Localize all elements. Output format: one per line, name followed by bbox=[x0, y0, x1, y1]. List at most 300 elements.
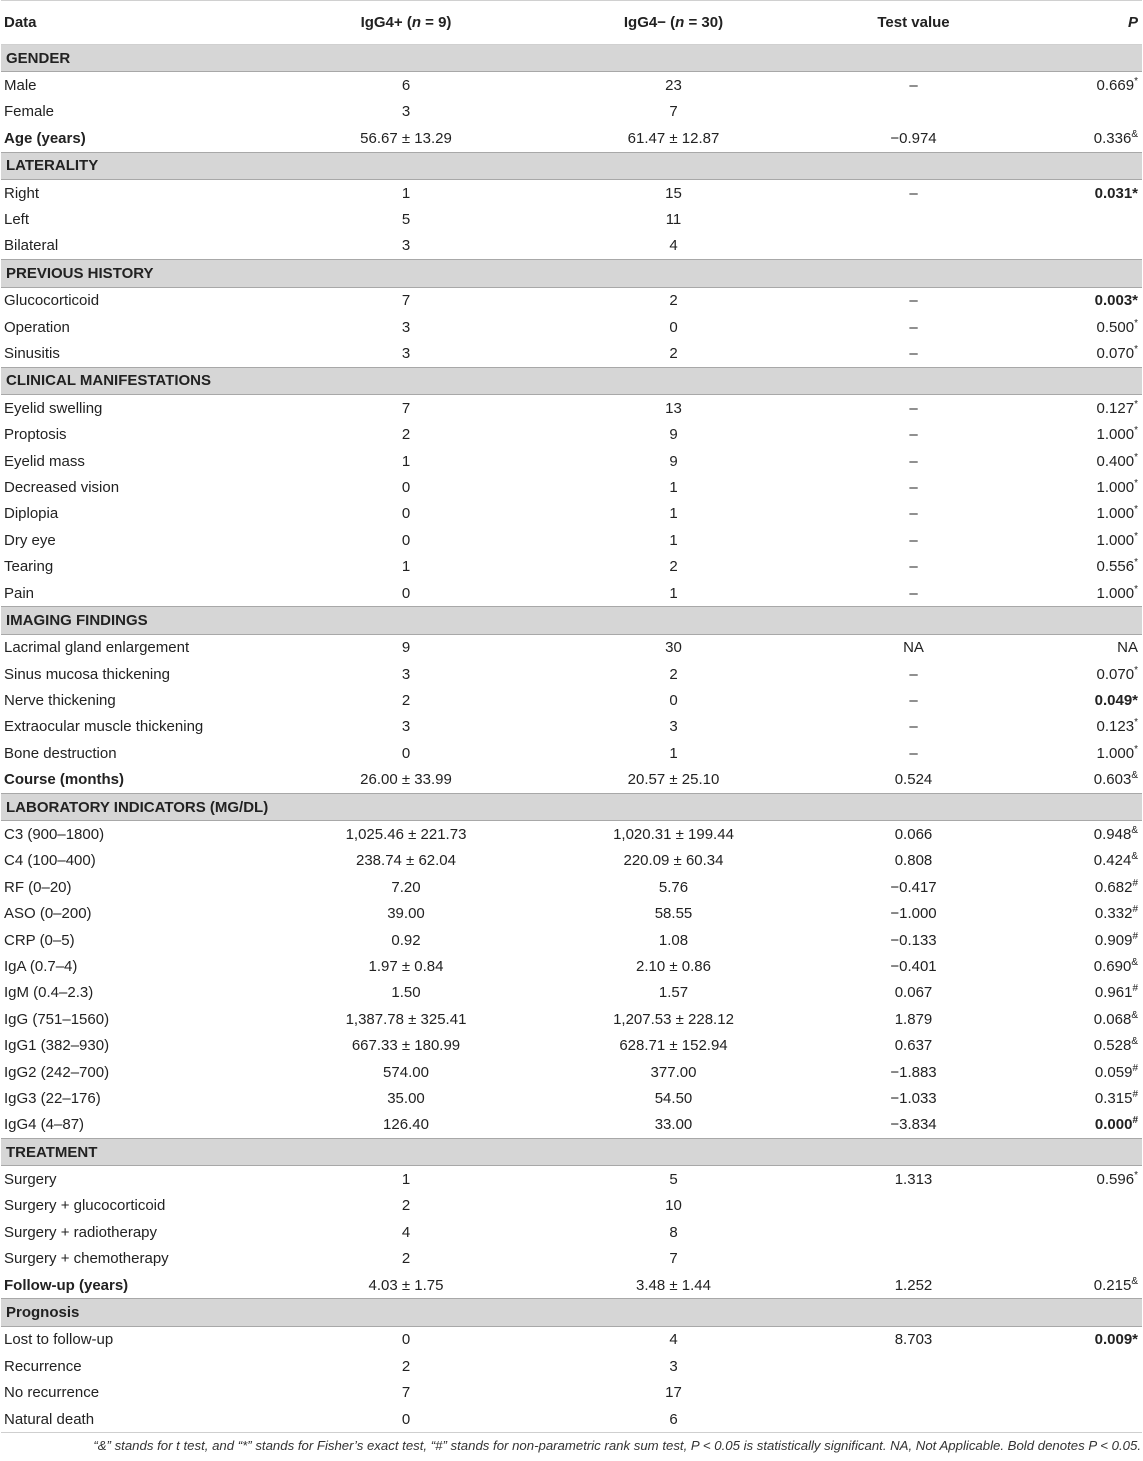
row-label: IgG (751–1560) bbox=[4, 1010, 110, 1028]
table-row bbox=[1, 206, 1142, 232]
table-row bbox=[1, 821, 1142, 848]
row-label: Eyelid swelling bbox=[4, 399, 103, 417]
p-value-cell bbox=[1021, 1272, 1142, 1299]
test-value: – bbox=[909, 505, 918, 523]
test-value: −3.834 bbox=[890, 1116, 937, 1134]
igg4-negative-value: 2 bbox=[669, 344, 678, 362]
table-row bbox=[1, 553, 1142, 579]
igg4-positive-value: 0 bbox=[401, 584, 411, 602]
test-value bbox=[806, 1193, 1021, 1219]
test-value bbox=[806, 206, 1021, 232]
table-row bbox=[1, 99, 1142, 125]
table-row bbox=[1, 980, 1142, 1006]
test-value: 0.067 bbox=[894, 984, 933, 1002]
p-value-test-marker: & bbox=[1131, 770, 1138, 782]
igg4-positive-value: 9 bbox=[401, 639, 411, 657]
igg4-negative-value: 3 bbox=[669, 1357, 678, 1375]
row-label: Surgery + glucocorticoid bbox=[4, 1197, 166, 1215]
igg4-negative-value: 2 bbox=[669, 292, 678, 310]
p-value-cell bbox=[1021, 634, 1142, 661]
p-value-test-marker: & bbox=[1131, 825, 1138, 837]
p-value-test-marker: & bbox=[1131, 128, 1138, 140]
igg4-negative-value: 4 bbox=[669, 237, 678, 255]
p-value-cell bbox=[1021, 661, 1142, 687]
igg4-negative-value: 10 bbox=[665, 1197, 682, 1215]
row-label: Recurrence bbox=[4, 1357, 82, 1375]
p-value-cell bbox=[1021, 501, 1142, 527]
p-value: 0.123 bbox=[1096, 718, 1135, 736]
igg4-negative-value: 7 bbox=[669, 103, 678, 121]
table-row bbox=[1, 1166, 1142, 1193]
igg4-positive-value: 1.97 ± 0.84 bbox=[368, 957, 444, 975]
igg4-positive-value: 2 bbox=[401, 1357, 411, 1375]
p-value-cell bbox=[1021, 474, 1142, 500]
igg4-negative-value: 3.48 ± 1.44 bbox=[636, 1276, 711, 1294]
p-value: 0.215 bbox=[1093, 1276, 1132, 1294]
p-value-cell bbox=[1021, 421, 1142, 447]
igg4-negative-value: 1 bbox=[669, 744, 678, 762]
row-label: Glucocorticoid bbox=[4, 292, 100, 310]
p-value-cell bbox=[1021, 1353, 1142, 1379]
p-value: 0.596 bbox=[1096, 1171, 1135, 1189]
p-value-cell bbox=[1021, 1193, 1142, 1219]
p-value-cell bbox=[1021, 233, 1142, 260]
p-value-cell bbox=[1021, 72, 1142, 99]
table-row bbox=[1, 848, 1142, 874]
p-value-cell bbox=[1021, 287, 1142, 314]
p-value: 0.332 bbox=[1094, 905, 1133, 923]
test-value: – bbox=[909, 558, 918, 576]
table-row bbox=[1, 501, 1142, 527]
igg4-negative-value: 1.57 bbox=[658, 984, 689, 1002]
header-igg4-positive-suffix: = 9) bbox=[421, 14, 452, 31]
igg4-positive-value: 0 bbox=[401, 478, 411, 496]
p-value-test-marker: * bbox=[1134, 743, 1138, 755]
row-label: IgG3 (22–176) bbox=[4, 1089, 101, 1107]
test-value: −0.133 bbox=[890, 931, 937, 949]
igg4-negative-value: 3 bbox=[669, 718, 678, 736]
igg4-negative-value: 33.00 bbox=[654, 1116, 693, 1134]
section-title: GENDER bbox=[1, 45, 1142, 72]
section-title: CLINICAL MANIFESTATIONS bbox=[1, 367, 1142, 394]
p-value-cell bbox=[1021, 1380, 1142, 1406]
igg4-negative-value: 13 bbox=[665, 399, 682, 417]
test-value: – bbox=[909, 292, 918, 310]
row-label: CRP (0–5) bbox=[4, 931, 75, 949]
test-value bbox=[806, 233, 1021, 260]
table-row bbox=[1, 1219, 1142, 1245]
p-value-cell bbox=[1021, 1219, 1142, 1245]
row-label: Bilateral bbox=[4, 237, 59, 255]
p-value: 0.336 bbox=[1093, 129, 1132, 147]
p-value-test-marker: * bbox=[1134, 317, 1138, 329]
p-value-cell bbox=[1021, 1059, 1142, 1085]
row-label: Male bbox=[4, 77, 37, 95]
row-label: Decreased vision bbox=[4, 478, 120, 496]
table-row bbox=[1, 448, 1142, 474]
igg4-positive-value: 5 bbox=[401, 211, 411, 229]
p-value-test-marker: # bbox=[1132, 877, 1138, 889]
table-row bbox=[1, 1006, 1142, 1032]
p-value-test-marker: # bbox=[1132, 930, 1138, 942]
row-label: No recurrence bbox=[4, 1384, 100, 1402]
table-row bbox=[1, 767, 1142, 794]
header-p bbox=[1021, 1, 1142, 45]
p-value-test-marker: # bbox=[1132, 1115, 1138, 1127]
p-value: 0.003* bbox=[1094, 292, 1138, 310]
igg4-positive-value: 0 bbox=[401, 1331, 411, 1349]
table-row bbox=[1, 1085, 1142, 1111]
igg4-positive-value: 6 bbox=[401, 77, 411, 95]
p-value: 1.000 bbox=[1096, 426, 1135, 444]
section-header-row bbox=[1, 152, 1142, 179]
igg4-negative-value: 1 bbox=[669, 478, 678, 496]
igg4-positive-value: 1.50 bbox=[391, 984, 421, 1002]
p-value-cell bbox=[1021, 553, 1142, 579]
igg4-negative-value: 2.10 ± 0.86 bbox=[636, 957, 711, 975]
row-label: Age (years) bbox=[4, 129, 86, 147]
igg4-negative-value: 1 bbox=[669, 584, 678, 602]
p-value: 0.031* bbox=[1094, 184, 1138, 202]
igg4-negative-value: 5 bbox=[669, 1171, 678, 1189]
test-value: – bbox=[909, 744, 918, 762]
test-value: – bbox=[909, 426, 918, 444]
table-row bbox=[1, 395, 1142, 422]
table-row bbox=[1, 233, 1142, 260]
table-row bbox=[1, 1112, 1142, 1139]
row-label: Right bbox=[4, 184, 40, 202]
row-label: Sinus mucosa thickening bbox=[4, 665, 170, 683]
p-value: 0.315 bbox=[1094, 1089, 1133, 1107]
row-label: Sinusitis bbox=[4, 344, 60, 362]
row-label: Bone destruction bbox=[4, 744, 117, 762]
p-value-cell bbox=[1021, 179, 1142, 206]
igg4-positive-value: 7 bbox=[401, 292, 411, 310]
section-header-row bbox=[1, 45, 1142, 72]
p-value: 1.000 bbox=[1096, 584, 1135, 602]
igg4-positive-value: 3 bbox=[401, 237, 411, 255]
test-value: – bbox=[909, 77, 918, 95]
igg4-positive-value: 2 bbox=[401, 1250, 411, 1268]
table-header bbox=[1, 1, 1142, 45]
p-value-test-marker: # bbox=[1132, 1088, 1138, 1100]
igg4-positive-value: 574.00 bbox=[383, 1063, 429, 1081]
test-value: −1.883 bbox=[890, 1063, 937, 1081]
table-row bbox=[1, 634, 1142, 661]
test-value: 1.252 bbox=[894, 1276, 933, 1294]
p-value-cell bbox=[1021, 340, 1142, 367]
section-title: LABORATORY INDICATORS (MG/DL) bbox=[1, 793, 1142, 820]
p-value: 0.000 bbox=[1094, 1116, 1133, 1134]
p-value-test-marker: * bbox=[1134, 477, 1138, 489]
p-value-cell bbox=[1021, 980, 1142, 1006]
row-label: IgG4 (4–87) bbox=[4, 1116, 85, 1134]
p-value: 0.556 bbox=[1096, 558, 1135, 576]
p-value: 0.400 bbox=[1096, 452, 1135, 470]
igg4-negative-value: 0 bbox=[669, 692, 678, 710]
row-label: Natural death bbox=[1, 1406, 271, 1433]
igg4-positive-value: 3 bbox=[401, 344, 411, 362]
p-value-cell bbox=[1021, 1326, 1142, 1353]
table-row bbox=[1, 927, 1142, 953]
p-value-cell bbox=[1021, 1112, 1142, 1139]
test-value: −1.033 bbox=[890, 1089, 937, 1107]
header-igg4-negative-n: n bbox=[675, 14, 685, 31]
test-value bbox=[806, 1406, 1021, 1433]
igg4-negative-value: 9 bbox=[669, 426, 678, 444]
test-value bbox=[806, 1353, 1021, 1379]
p-value-cell bbox=[1021, 580, 1142, 607]
header-test-value: Test value bbox=[806, 1, 1021, 45]
row-label: Diplopia bbox=[4, 505, 59, 523]
p-value-test-marker: * bbox=[1134, 343, 1138, 355]
table-row bbox=[1, 687, 1142, 713]
igg4-positive-value: 3 bbox=[401, 103, 411, 121]
p-value-cell bbox=[1021, 99, 1142, 125]
igg4-positive-value: 3 bbox=[401, 318, 411, 336]
p-value-test-marker: * bbox=[1134, 451, 1138, 463]
header-igg4-negative bbox=[541, 1, 806, 45]
table-body bbox=[1, 45, 1142, 1433]
row-label: Proptosis bbox=[4, 426, 67, 444]
igg4-positive-value: 238.74 ± 62.04 bbox=[356, 852, 456, 870]
table-row bbox=[1, 1193, 1142, 1219]
test-value: – bbox=[909, 692, 918, 710]
igg4-positive-value: 39.00 bbox=[387, 905, 425, 923]
p-value-test-marker: & bbox=[1131, 1275, 1138, 1287]
igg4-negative-value: 7 bbox=[669, 1250, 678, 1268]
p-value-cell bbox=[1021, 527, 1142, 553]
test-value: 1.313 bbox=[894, 1171, 933, 1189]
row-label: Pain bbox=[4, 584, 35, 602]
p-value: 0.603 bbox=[1093, 771, 1132, 789]
row-label: C3 (900–1800) bbox=[4, 826, 105, 844]
table-row bbox=[1, 1406, 1142, 1433]
table-row bbox=[1, 314, 1142, 340]
row-label: C4 (100–400) bbox=[4, 852, 96, 870]
data-table bbox=[1, 0, 1142, 1433]
igg4-negative-value: 2 bbox=[669, 558, 678, 576]
p-value-cell bbox=[1021, 927, 1142, 953]
p-value-cell bbox=[1021, 1166, 1142, 1193]
test-value: −0.401 bbox=[890, 957, 937, 975]
igg4-positive-value: 56.67 ± 13.29 bbox=[360, 129, 452, 147]
igg4-positive-value: 4 bbox=[401, 1223, 411, 1241]
igg4-positive-value: 0 bbox=[401, 505, 411, 523]
igg4-negative-value: 15 bbox=[665, 184, 682, 202]
igg4-positive-value: 0 bbox=[271, 1406, 541, 1433]
igg4-negative-value: 0 bbox=[669, 318, 678, 336]
igg4-negative-value: 1 bbox=[669, 531, 678, 549]
p-value-cell bbox=[1021, 1006, 1142, 1032]
igg4-positive-value: 1,025.46 ± 221.73 bbox=[345, 826, 467, 844]
p-value: 0.528 bbox=[1093, 1037, 1132, 1055]
p-value: 0.059 bbox=[1094, 1063, 1133, 1081]
table-row bbox=[1, 179, 1142, 206]
test-value: 0.808 bbox=[894, 852, 933, 870]
test-value: −0.974 bbox=[890, 129, 937, 147]
row-label: IgM (0.4–2.3) bbox=[4, 984, 94, 1002]
p-value-test-marker: * bbox=[1134, 557, 1138, 569]
section-header-row bbox=[1, 793, 1142, 820]
igg4-negative-value: 30 bbox=[665, 639, 682, 657]
test-value: – bbox=[909, 318, 918, 336]
igg4-positive-value: 4.03 ± 1.75 bbox=[368, 1276, 444, 1294]
table-row bbox=[1, 1272, 1142, 1299]
p-value: 0.127 bbox=[1096, 399, 1135, 417]
test-value: 0.524 bbox=[894, 771, 933, 789]
p-value-test-marker: * bbox=[1134, 504, 1138, 516]
test-value bbox=[806, 1380, 1021, 1406]
p-value: 0.948 bbox=[1093, 826, 1132, 844]
row-label: Left bbox=[4, 211, 30, 229]
table-row bbox=[1, 527, 1142, 553]
p-value: 0.049* bbox=[1094, 692, 1138, 710]
igg4-negative-value: 1 bbox=[669, 505, 678, 523]
section-title: TREATMENT bbox=[1, 1139, 1142, 1166]
p-value: 0.961 bbox=[1094, 984, 1133, 1002]
igg4-positive-value: 0 bbox=[401, 531, 411, 549]
section-header-row bbox=[1, 260, 1142, 287]
test-value: – bbox=[909, 718, 918, 736]
igg4-negative-value: 8 bbox=[669, 1223, 678, 1241]
table-row bbox=[1, 1032, 1142, 1058]
p-value: 0.070 bbox=[1096, 665, 1135, 683]
p-value-test-marker: * bbox=[1134, 425, 1138, 437]
table-row bbox=[1, 72, 1142, 99]
test-value: −1.000 bbox=[890, 905, 937, 923]
table-row bbox=[1, 421, 1142, 447]
table-row bbox=[1, 340, 1142, 367]
p-value: 0.009* bbox=[1094, 1331, 1138, 1349]
igg4-positive-value: 7.20 bbox=[391, 878, 421, 896]
p-value: 1.000 bbox=[1096, 531, 1135, 549]
igg4-negative-value: 23 bbox=[665, 77, 682, 95]
test-value: – bbox=[909, 344, 918, 362]
table-row bbox=[1, 1326, 1142, 1353]
p-value: 0.424 bbox=[1093, 852, 1132, 870]
igg4-negative-value: 11 bbox=[665, 211, 682, 229]
igg4-negative-value: 1.08 bbox=[658, 931, 689, 949]
igg4-negative-value: 628.71 ± 152.94 bbox=[619, 1037, 728, 1055]
row-label: Tearing bbox=[4, 558, 54, 576]
igg4-negative-value: 54.50 bbox=[654, 1089, 693, 1107]
section-title: PREVIOUS HISTORY bbox=[1, 260, 1142, 287]
igg4-positive-value: 7 bbox=[401, 399, 411, 417]
table-row bbox=[1, 901, 1142, 927]
igg4-positive-value: 1 bbox=[401, 558, 411, 576]
p-value-cell bbox=[1021, 1406, 1142, 1433]
p-value-test-marker: * bbox=[1134, 398, 1138, 410]
igg4-positive-value: 7 bbox=[401, 1384, 411, 1402]
p-value-cell bbox=[1021, 740, 1142, 766]
p-value-test-marker: * bbox=[1134, 717, 1138, 729]
section-header-row bbox=[1, 1299, 1142, 1326]
p-value-test-marker: & bbox=[1131, 956, 1138, 968]
table-row bbox=[1, 740, 1142, 766]
p-value-cell bbox=[1021, 767, 1142, 794]
igg4-positive-value: 667.33 ± 180.99 bbox=[351, 1037, 461, 1055]
p-value-test-marker: & bbox=[1131, 851, 1138, 863]
test-value: 0.066 bbox=[894, 826, 933, 844]
p-value-cell bbox=[1021, 314, 1142, 340]
test-value: – bbox=[909, 665, 918, 683]
p-value: 0.682 bbox=[1094, 878, 1133, 896]
header-igg4-negative-prefix: IgG4− ( bbox=[623, 14, 676, 31]
p-value: 1.000 bbox=[1096, 505, 1135, 523]
table-row bbox=[1, 474, 1142, 500]
p-value-test-marker: # bbox=[1132, 904, 1138, 916]
p-value-cell bbox=[1021, 953, 1142, 979]
igg4-negative-value: 17 bbox=[665, 1384, 682, 1402]
p-value-cell bbox=[1021, 1246, 1142, 1272]
igg4-positive-value: 3 bbox=[401, 665, 411, 683]
test-value: 1.879 bbox=[894, 1010, 933, 1028]
igg4-positive-value: 2 bbox=[401, 426, 411, 444]
row-label: IgG2 (242–700) bbox=[4, 1063, 110, 1081]
header-igg4-positive-n: n bbox=[411, 14, 421, 31]
table-row bbox=[1, 714, 1142, 740]
table-row bbox=[1, 125, 1142, 152]
p-value-test-marker: * bbox=[1134, 583, 1138, 595]
p-value-test-marker: * bbox=[1134, 664, 1138, 676]
igg4-positive-value: 0 bbox=[401, 744, 411, 762]
p-value-cell bbox=[1021, 687, 1142, 713]
test-value: – bbox=[909, 399, 918, 417]
p-value-cell bbox=[1021, 448, 1142, 474]
p-value-cell bbox=[1021, 206, 1142, 232]
table-row bbox=[1, 953, 1142, 979]
test-value bbox=[806, 1219, 1021, 1245]
header-igg4-negative-suffix: = 30) bbox=[684, 14, 724, 31]
header-data: Data bbox=[1, 1, 271, 45]
test-value bbox=[806, 1246, 1021, 1272]
section-header-row bbox=[1, 607, 1142, 634]
row-label: Surgery + radiotherapy bbox=[4, 1223, 158, 1241]
p-value-test-marker: & bbox=[1131, 1009, 1138, 1021]
test-value: – bbox=[909, 531, 918, 549]
p-value: 1.000 bbox=[1096, 744, 1135, 762]
row-label: Dry eye bbox=[4, 531, 56, 549]
p-value-test-marker: * bbox=[1134, 530, 1138, 542]
section-title: Prognosis bbox=[1, 1299, 1142, 1326]
igg4-positive-value: 2 bbox=[401, 692, 411, 710]
igg4-negative-value: 1,207.53 ± 228.12 bbox=[613, 1010, 734, 1028]
igg4-positive-value: 3 bbox=[401, 718, 411, 736]
p-value-cell bbox=[1021, 125, 1142, 152]
row-label: Surgery + chemotherapy bbox=[4, 1250, 169, 1268]
test-value: – bbox=[909, 584, 918, 602]
test-value bbox=[806, 99, 1021, 125]
test-value: – bbox=[909, 452, 918, 470]
section-title: IMAGING FINDINGS bbox=[1, 607, 1142, 634]
p-value-cell bbox=[1021, 874, 1142, 900]
igg4-positive-value: 1 bbox=[401, 184, 411, 202]
test-value: −0.417 bbox=[890, 878, 937, 896]
p-value-cell bbox=[1021, 848, 1142, 874]
igg4-negative-value: 20.57 ± 25.10 bbox=[627, 771, 720, 789]
row-label: Course (months) bbox=[4, 771, 124, 789]
row-label: Female bbox=[4, 103, 55, 121]
section-header-row bbox=[1, 367, 1142, 394]
p-value: 0.068 bbox=[1093, 1010, 1132, 1028]
p-value: 1.000 bbox=[1096, 478, 1135, 496]
table-row bbox=[1, 1380, 1142, 1406]
table-row bbox=[1, 874, 1142, 900]
header-igg4-positive bbox=[271, 1, 541, 45]
igg4-negative-value: 58.55 bbox=[654, 905, 693, 923]
p-value-cell bbox=[1021, 714, 1142, 740]
